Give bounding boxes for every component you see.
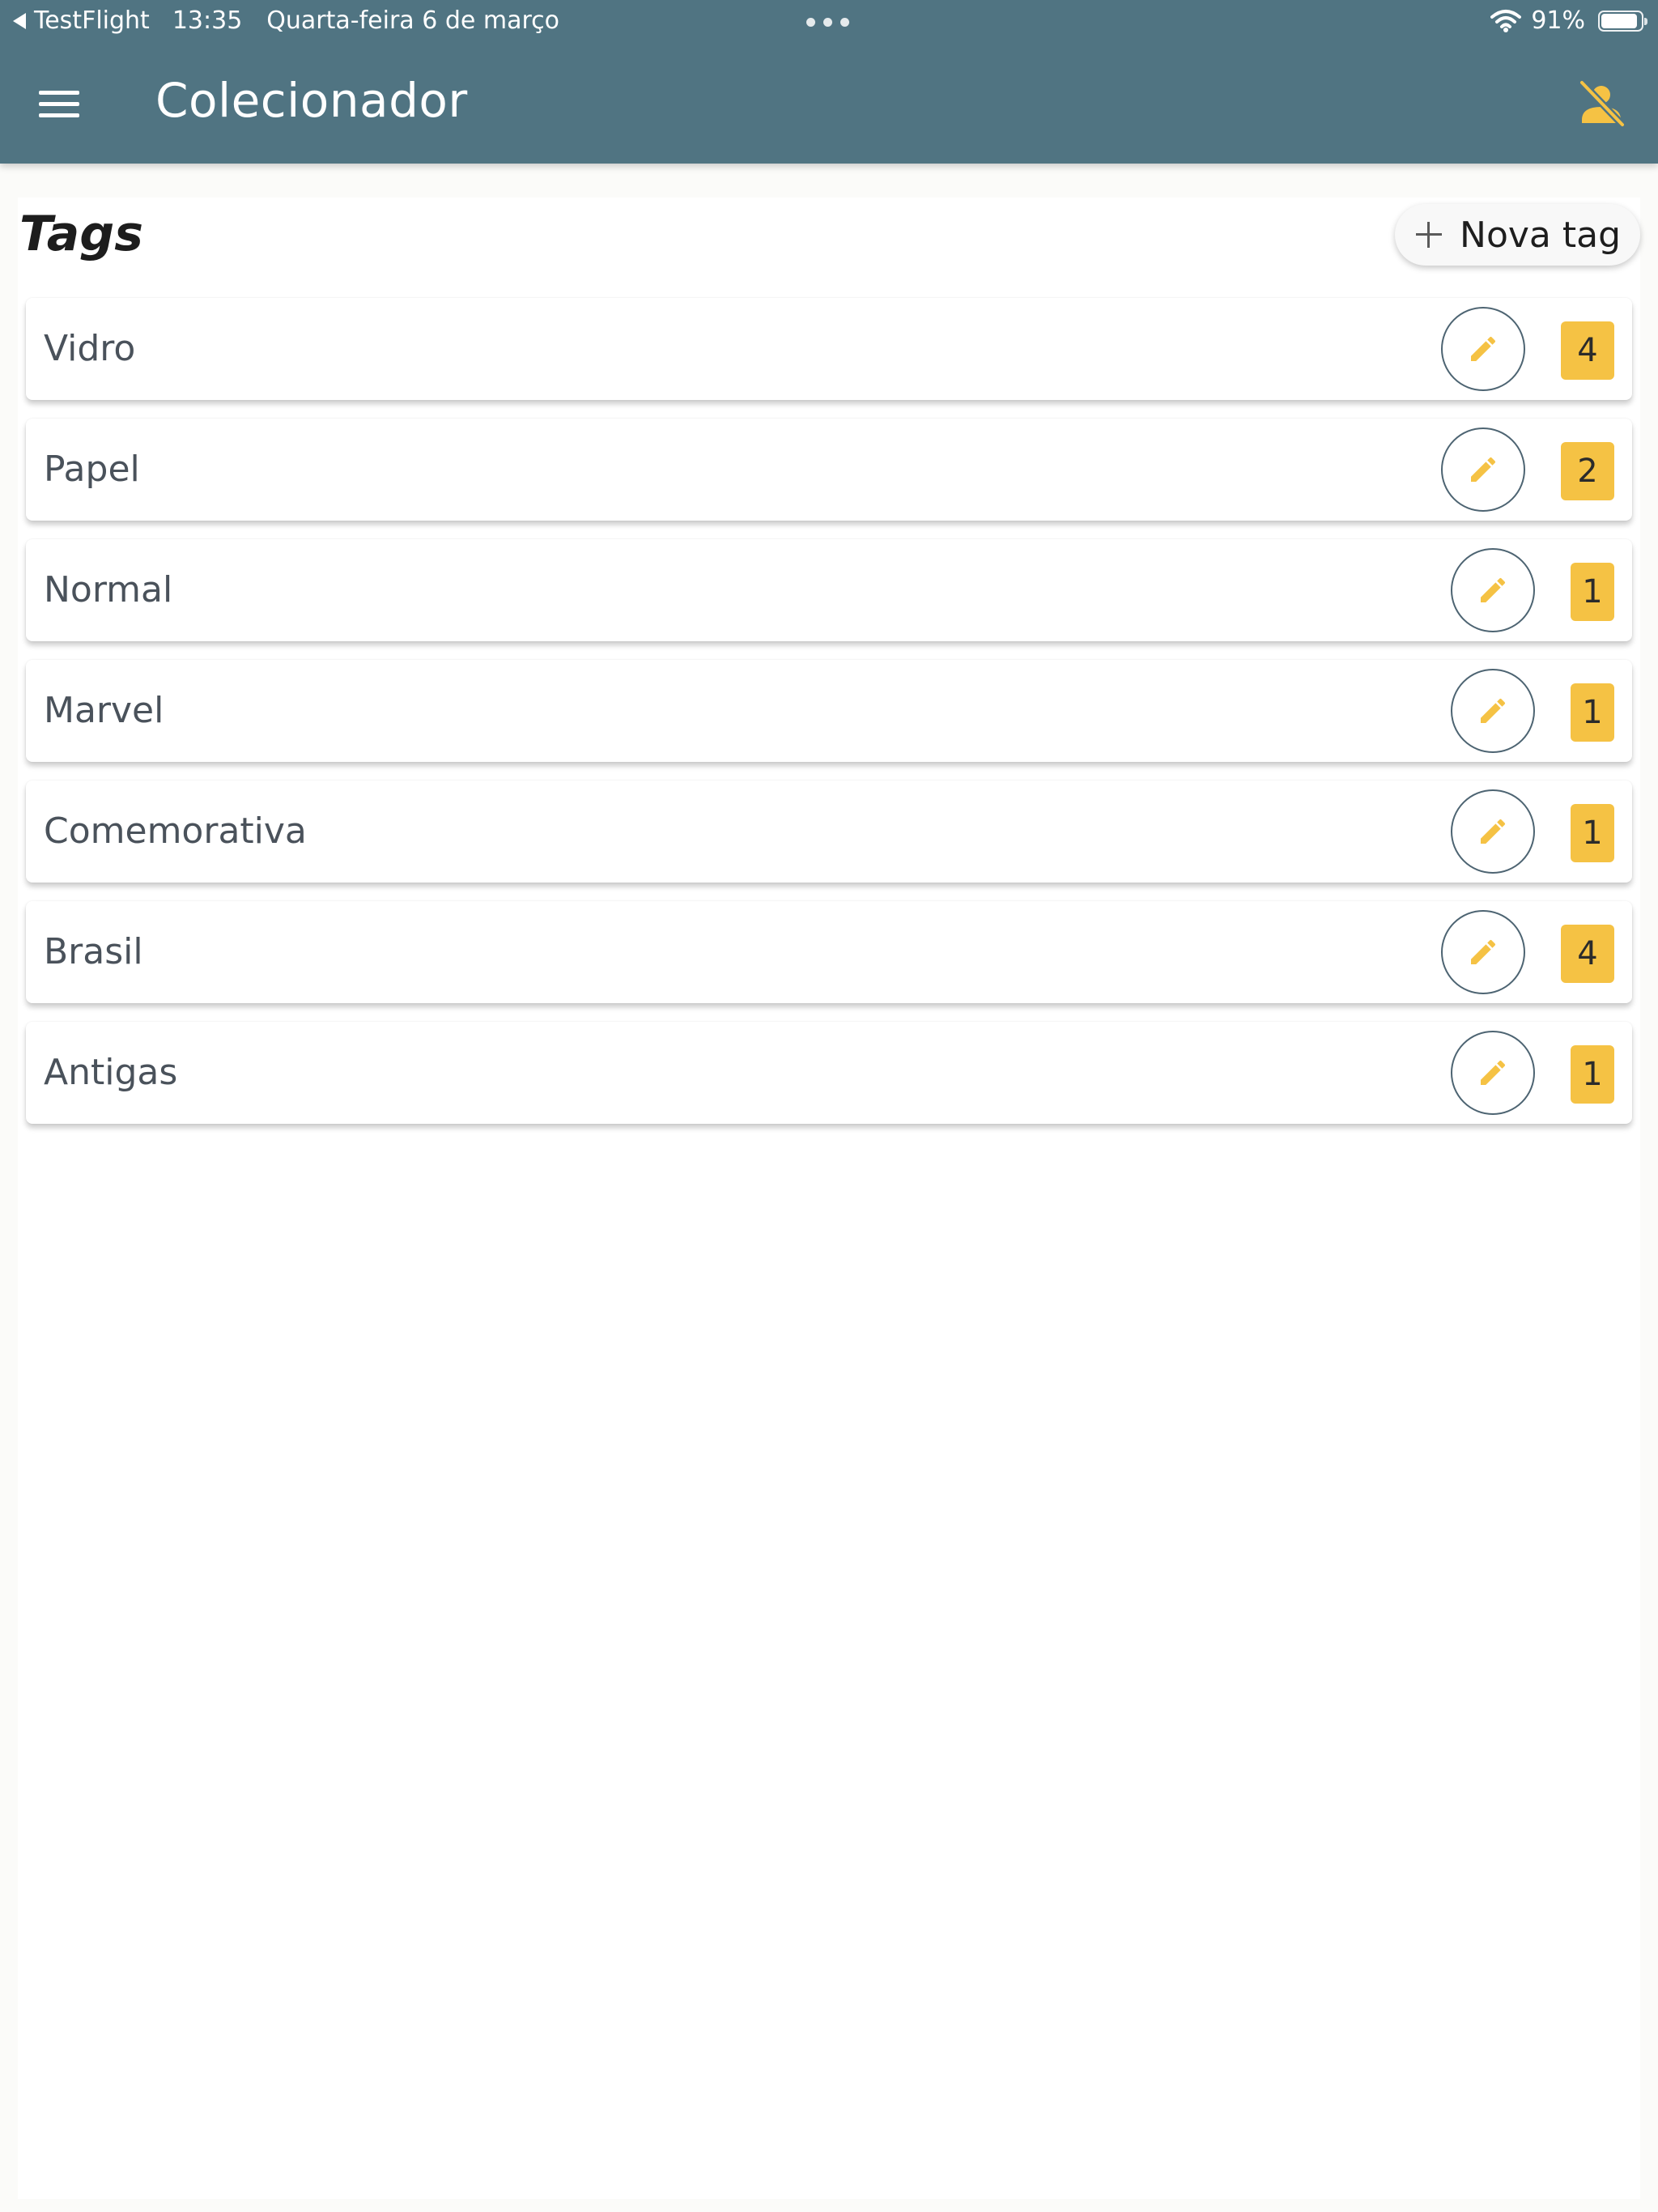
menu-line xyxy=(39,113,79,117)
tag-card[interactable] xyxy=(26,660,1632,762)
pencil-icon xyxy=(1477,1057,1509,1089)
pencil-icon xyxy=(1477,695,1509,727)
edit-tag-button[interactable] xyxy=(1451,669,1535,753)
pencil-icon xyxy=(1477,574,1509,606)
tag-name: Marvel xyxy=(44,690,164,731)
tag-count-badge: 4 xyxy=(1561,925,1614,983)
plus-icon xyxy=(1416,222,1442,248)
tag-name: Normal xyxy=(44,569,173,610)
dot xyxy=(823,18,832,27)
menu-line xyxy=(39,102,79,106)
section-title: Tags xyxy=(19,206,143,262)
pencil-icon xyxy=(1477,815,1509,848)
tag-count-badge: 4 xyxy=(1561,321,1614,380)
pencil-icon xyxy=(1467,936,1499,968)
battery-fill xyxy=(1601,14,1637,28)
hamburger-menu-icon[interactable] xyxy=(39,91,81,118)
status-date: Quarta-feira 6 de março xyxy=(266,6,560,35)
wifi-icon xyxy=(1490,9,1521,33)
tag-card[interactable] xyxy=(26,298,1632,400)
edit-tag-button[interactable] xyxy=(1441,910,1525,994)
app-title: Colecionador xyxy=(155,73,468,128)
status-left xyxy=(13,6,559,35)
dot xyxy=(806,18,815,27)
more-dots-icon[interactable] xyxy=(806,18,849,27)
status-time: 13:35 xyxy=(172,6,243,35)
tag-count-badge: 1 xyxy=(1571,563,1614,621)
app-bar xyxy=(0,42,1658,164)
pencil-icon xyxy=(1467,333,1499,365)
tag-count-badge: 1 xyxy=(1571,683,1614,742)
tag-name: Antigas xyxy=(44,1052,178,1093)
tag-name: Comemorativa xyxy=(44,810,307,852)
edit-tag-button[interactable] xyxy=(1441,307,1525,391)
new-tag-label: Nova tag xyxy=(1460,214,1621,256)
dot xyxy=(840,18,849,27)
tag-card[interactable] xyxy=(26,539,1632,641)
status-bar xyxy=(0,0,1658,42)
tag-name: Papel xyxy=(44,449,140,490)
tag-list xyxy=(26,298,1632,1142)
tag-card[interactable] xyxy=(26,1022,1632,1124)
edit-tag-button[interactable] xyxy=(1441,428,1525,512)
pencil-icon xyxy=(1467,453,1499,486)
edit-tag-button[interactable] xyxy=(1451,1031,1535,1115)
tag-count-badge: 1 xyxy=(1571,804,1614,862)
edit-tag-button[interactable] xyxy=(1451,548,1535,632)
menu-line xyxy=(39,91,79,95)
top-app-header xyxy=(0,0,1658,164)
tags-page xyxy=(18,198,1640,2199)
battery-icon xyxy=(1598,11,1643,32)
tag-name: Vidro xyxy=(44,328,136,369)
status-right xyxy=(1490,6,1643,35)
battery-percent: 91% xyxy=(1531,6,1585,35)
edit-tag-button[interactable] xyxy=(1451,789,1535,874)
tag-count-badge: 2 xyxy=(1561,442,1614,500)
tag-name: Brasil xyxy=(44,931,143,972)
account-off-icon[interactable] xyxy=(1577,79,1626,128)
tag-count-badge: 1 xyxy=(1571,1045,1614,1104)
back-arrow-icon[interactable] xyxy=(13,13,26,29)
tag-card[interactable] xyxy=(26,901,1632,1003)
new-tag-button[interactable] xyxy=(1395,204,1640,266)
tag-card[interactable] xyxy=(26,419,1632,521)
back-app-label[interactable]: TestFlight xyxy=(34,6,150,35)
tag-card[interactable] xyxy=(26,781,1632,883)
